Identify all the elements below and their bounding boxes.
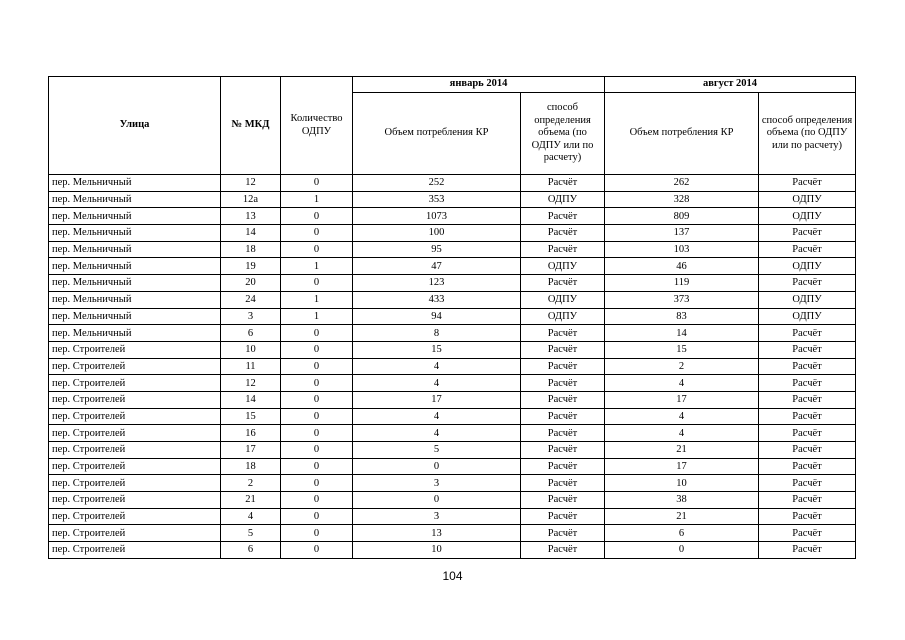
- table-row: [49, 191, 856, 208]
- cell-aug-method: Расчёт: [759, 391, 856, 408]
- cell-street: пер. Строителей: [49, 341, 221, 358]
- cell-odpu-count: 0: [281, 175, 353, 192]
- table-row: [49, 375, 856, 392]
- cell-aug-method: Расчёт: [759, 408, 856, 425]
- cell-jan-volume: 4: [353, 425, 521, 442]
- table-row: [49, 442, 856, 459]
- table-row: [49, 492, 856, 509]
- cell-odpu-count: 1: [281, 258, 353, 275]
- table-row: [49, 325, 856, 342]
- cell-aug-volume: 137: [605, 225, 759, 242]
- header-period-january: январь 2014: [353, 77, 605, 93]
- cell-odpu-count: 0: [281, 391, 353, 408]
- cell-aug-volume: 83: [605, 308, 759, 325]
- cell-aug-method: Расчёт: [759, 225, 856, 242]
- cell-street: пер. Строителей: [49, 408, 221, 425]
- cell-aug-volume: 10: [605, 475, 759, 492]
- cell-jan-method: Расчёт: [521, 425, 605, 442]
- cell-street: пер. Строителей: [49, 525, 221, 542]
- cell-odpu-count: 0: [281, 241, 353, 258]
- table-row: [49, 391, 856, 408]
- cell-odpu-count: 0: [281, 508, 353, 525]
- cell-street: пер. Строителей: [49, 492, 221, 509]
- cell-odpu-count: 0: [281, 375, 353, 392]
- cell-street: пер. Строителей: [49, 442, 221, 459]
- cell-aug-method: Расчёт: [759, 475, 856, 492]
- cell-aug-method: Расчёт: [759, 375, 856, 392]
- cell-jan-method: Расчёт: [521, 525, 605, 542]
- cell-aug-method: ОДПУ: [759, 258, 856, 275]
- cell-mkd: 13: [221, 208, 281, 225]
- cell-street: пер. Строителей: [49, 358, 221, 375]
- cell-mkd: 14: [221, 225, 281, 242]
- cell-mkd: 4: [221, 508, 281, 525]
- cell-odpu-count: 0: [281, 525, 353, 542]
- table-row: [49, 425, 856, 442]
- cell-odpu-count: 1: [281, 191, 353, 208]
- cell-mkd: 12: [221, 375, 281, 392]
- cell-jan-method: Расчёт: [521, 208, 605, 225]
- cell-mkd: 11: [221, 358, 281, 375]
- cell-aug-volume: 14: [605, 325, 759, 342]
- cell-jan-volume: 8: [353, 325, 521, 342]
- cell-aug-method: Расчёт: [759, 542, 856, 559]
- cell-jan-method: Расчёт: [521, 341, 605, 358]
- cell-jan-volume: 4: [353, 375, 521, 392]
- cell-odpu-count: 0: [281, 475, 353, 492]
- cell-jan-volume: 94: [353, 308, 521, 325]
- cell-jan-method: Расчёт: [521, 325, 605, 342]
- cell-odpu-count: 0: [281, 275, 353, 292]
- cell-jan-volume: 3: [353, 508, 521, 525]
- cell-aug-volume: 46: [605, 258, 759, 275]
- cell-street: пер. Строителей: [49, 425, 221, 442]
- cell-aug-volume: 21: [605, 508, 759, 525]
- cell-mkd: 2: [221, 475, 281, 492]
- cell-mkd: 15: [221, 408, 281, 425]
- cell-aug-method: Расчёт: [759, 508, 856, 525]
- cell-jan-method: Расчёт: [521, 442, 605, 459]
- cell-aug-volume: 809: [605, 208, 759, 225]
- cell-aug-method: ОДПУ: [759, 308, 856, 325]
- cell-odpu-count: 0: [281, 358, 353, 375]
- cell-aug-method: Расчёт: [759, 358, 856, 375]
- cell-street: пер. Мельничный: [49, 241, 221, 258]
- cell-mkd: 18: [221, 458, 281, 475]
- cell-aug-method: Расчёт: [759, 492, 856, 509]
- table-row: [49, 542, 856, 559]
- cell-jan-volume: 13: [353, 525, 521, 542]
- cell-aug-method: Расчёт: [759, 425, 856, 442]
- cell-aug-volume: 17: [605, 458, 759, 475]
- consumption-table: [48, 76, 856, 559]
- table-row: [49, 241, 856, 258]
- cell-mkd: 6: [221, 325, 281, 342]
- cell-jan-volume: 10: [353, 542, 521, 559]
- cell-street: пер. Мельничный: [49, 291, 221, 308]
- cell-odpu-count: 0: [281, 208, 353, 225]
- cell-odpu-count: 0: [281, 442, 353, 459]
- cell-jan-method: Расчёт: [521, 391, 605, 408]
- cell-jan-method: Расчёт: [521, 358, 605, 375]
- cell-jan-method: ОДПУ: [521, 191, 605, 208]
- cell-jan-method: ОДПУ: [521, 291, 605, 308]
- cell-jan-volume: 17: [353, 391, 521, 408]
- cell-jan-volume: 95: [353, 241, 521, 258]
- cell-street: пер. Мельничный: [49, 225, 221, 242]
- cell-aug-method: ОДПУ: [759, 191, 856, 208]
- cell-jan-method: ОДПУ: [521, 258, 605, 275]
- cell-odpu-count: 0: [281, 408, 353, 425]
- cell-aug-volume: 4: [605, 375, 759, 392]
- cell-odpu-count: 0: [281, 425, 353, 442]
- table-row: [49, 175, 856, 192]
- cell-odpu-count: 1: [281, 308, 353, 325]
- cell-mkd: 5: [221, 525, 281, 542]
- cell-jan-volume: 353: [353, 191, 521, 208]
- cell-aug-volume: 6: [605, 525, 759, 542]
- cell-aug-volume: 373: [605, 291, 759, 308]
- cell-mkd: 17: [221, 442, 281, 459]
- cell-mkd: 19: [221, 258, 281, 275]
- table-row: [49, 358, 856, 375]
- cell-aug-method: Расчёт: [759, 241, 856, 258]
- header-row-periods: [49, 77, 856, 93]
- cell-odpu-count: 0: [281, 492, 353, 509]
- cell-aug-method: Расчёт: [759, 525, 856, 542]
- cell-odpu-count: 0: [281, 542, 353, 559]
- cell-mkd: 14: [221, 391, 281, 408]
- cell-aug-method: Расчёт: [759, 325, 856, 342]
- cell-aug-method: ОДПУ: [759, 208, 856, 225]
- table-row: [49, 508, 856, 525]
- table-row: [49, 341, 856, 358]
- header-period-august: август 2014: [605, 77, 856, 93]
- cell-jan-volume: 123: [353, 275, 521, 292]
- cell-aug-method: Расчёт: [759, 458, 856, 475]
- cell-street: пер. Строителей: [49, 458, 221, 475]
- cell-jan-volume: 0: [353, 458, 521, 475]
- cell-jan-method: Расчёт: [521, 475, 605, 492]
- cell-street: пер. Строителей: [49, 542, 221, 559]
- cell-aug-volume: 38: [605, 492, 759, 509]
- cell-aug-volume: 21: [605, 442, 759, 459]
- cell-jan-volume: 100: [353, 225, 521, 242]
- cell-jan-volume: 47: [353, 258, 521, 275]
- cell-street: пер. Строителей: [49, 391, 221, 408]
- cell-street: пер. Строителей: [49, 375, 221, 392]
- cell-jan-method: Расчёт: [521, 241, 605, 258]
- cell-mkd: 3: [221, 308, 281, 325]
- header-jan-method: способ определения объема (по ОДПУ или по расчету): [521, 93, 605, 175]
- cell-jan-method: Расчёт: [521, 408, 605, 425]
- cell-aug-volume: 4: [605, 425, 759, 442]
- cell-aug-method: Расчёт: [759, 442, 856, 459]
- cell-jan-method: Расчёт: [521, 225, 605, 242]
- cell-jan-volume: 1073: [353, 208, 521, 225]
- cell-odpu-count: 1: [281, 291, 353, 308]
- cell-jan-method: Расчёт: [521, 542, 605, 559]
- cell-aug-volume: 0: [605, 542, 759, 559]
- table-body: [49, 175, 856, 559]
- cell-mkd: 16: [221, 425, 281, 442]
- cell-aug-volume: 103: [605, 241, 759, 258]
- cell-jan-volume: 433: [353, 291, 521, 308]
- table-row: [49, 225, 856, 242]
- cell-mkd: 12: [221, 175, 281, 192]
- cell-aug-volume: 4: [605, 408, 759, 425]
- cell-street: пер. Мельничный: [49, 191, 221, 208]
- cell-jan-method: Расчёт: [521, 458, 605, 475]
- table-row: [49, 408, 856, 425]
- header-street: Улица: [49, 77, 221, 175]
- cell-mkd: 21: [221, 492, 281, 509]
- header-odpu-count: Количество ОДПУ: [281, 77, 353, 175]
- cell-jan-volume: 5: [353, 442, 521, 459]
- cell-mkd: 24: [221, 291, 281, 308]
- cell-mkd: 10: [221, 341, 281, 358]
- cell-jan-method: ОДПУ: [521, 308, 605, 325]
- table-row: [49, 525, 856, 542]
- cell-street: пер. Мельничный: [49, 258, 221, 275]
- header-aug-volume: Объем потребления КР: [605, 93, 759, 175]
- cell-aug-volume: 262: [605, 175, 759, 192]
- table-row: [49, 258, 856, 275]
- cell-jan-method: Расчёт: [521, 175, 605, 192]
- cell-street: пер. Мельничный: [49, 325, 221, 342]
- cell-street: пер. Мельничный: [49, 208, 221, 225]
- cell-street: пер. Мельничный: [49, 175, 221, 192]
- cell-jan-volume: 252: [353, 175, 521, 192]
- cell-aug-volume: 119: [605, 275, 759, 292]
- cell-jan-method: Расчёт: [521, 508, 605, 525]
- table-row: [49, 275, 856, 292]
- cell-jan-volume: 0: [353, 492, 521, 509]
- header-mkd: № МКД: [221, 77, 281, 175]
- cell-aug-volume: 17: [605, 391, 759, 408]
- table-row: [49, 308, 856, 325]
- cell-aug-volume: 328: [605, 191, 759, 208]
- cell-aug-method: Расчёт: [759, 341, 856, 358]
- table-row: [49, 475, 856, 492]
- cell-jan-volume: 3: [353, 475, 521, 492]
- cell-aug-method: Расчёт: [759, 175, 856, 192]
- cell-aug-method: Расчёт: [759, 275, 856, 292]
- cell-odpu-count: 0: [281, 225, 353, 242]
- cell-street: пер. Строителей: [49, 475, 221, 492]
- cell-mkd: 12а: [221, 191, 281, 208]
- header-aug-method: способ определения объема (по ОДПУ или по расчету): [759, 93, 856, 175]
- cell-street: пер. Мельничный: [49, 308, 221, 325]
- table-row: [49, 208, 856, 225]
- cell-jan-method: Расчёт: [521, 375, 605, 392]
- cell-mkd: 6: [221, 542, 281, 559]
- cell-odpu-count: 0: [281, 341, 353, 358]
- page-number: 104: [442, 569, 463, 583]
- cell-aug-volume: 15: [605, 341, 759, 358]
- cell-jan-method: Расчёт: [521, 492, 605, 509]
- cell-mkd: 18: [221, 241, 281, 258]
- header-jan-volume: Объем потребления КР: [353, 93, 521, 175]
- cell-mkd: 20: [221, 275, 281, 292]
- cell-jan-volume: 4: [353, 408, 521, 425]
- cell-odpu-count: 0: [281, 458, 353, 475]
- cell-aug-method: ОДПУ: [759, 291, 856, 308]
- table-row: [49, 458, 856, 475]
- cell-odpu-count: 0: [281, 325, 353, 342]
- cell-jan-volume: 4: [353, 358, 521, 375]
- cell-aug-volume: 2: [605, 358, 759, 375]
- cell-jan-volume: 15: [353, 341, 521, 358]
- cell-jan-method: Расчёт: [521, 275, 605, 292]
- table-row: [49, 291, 856, 308]
- cell-street: пер. Строителей: [49, 508, 221, 525]
- cell-street: пер. Мельничный: [49, 275, 221, 292]
